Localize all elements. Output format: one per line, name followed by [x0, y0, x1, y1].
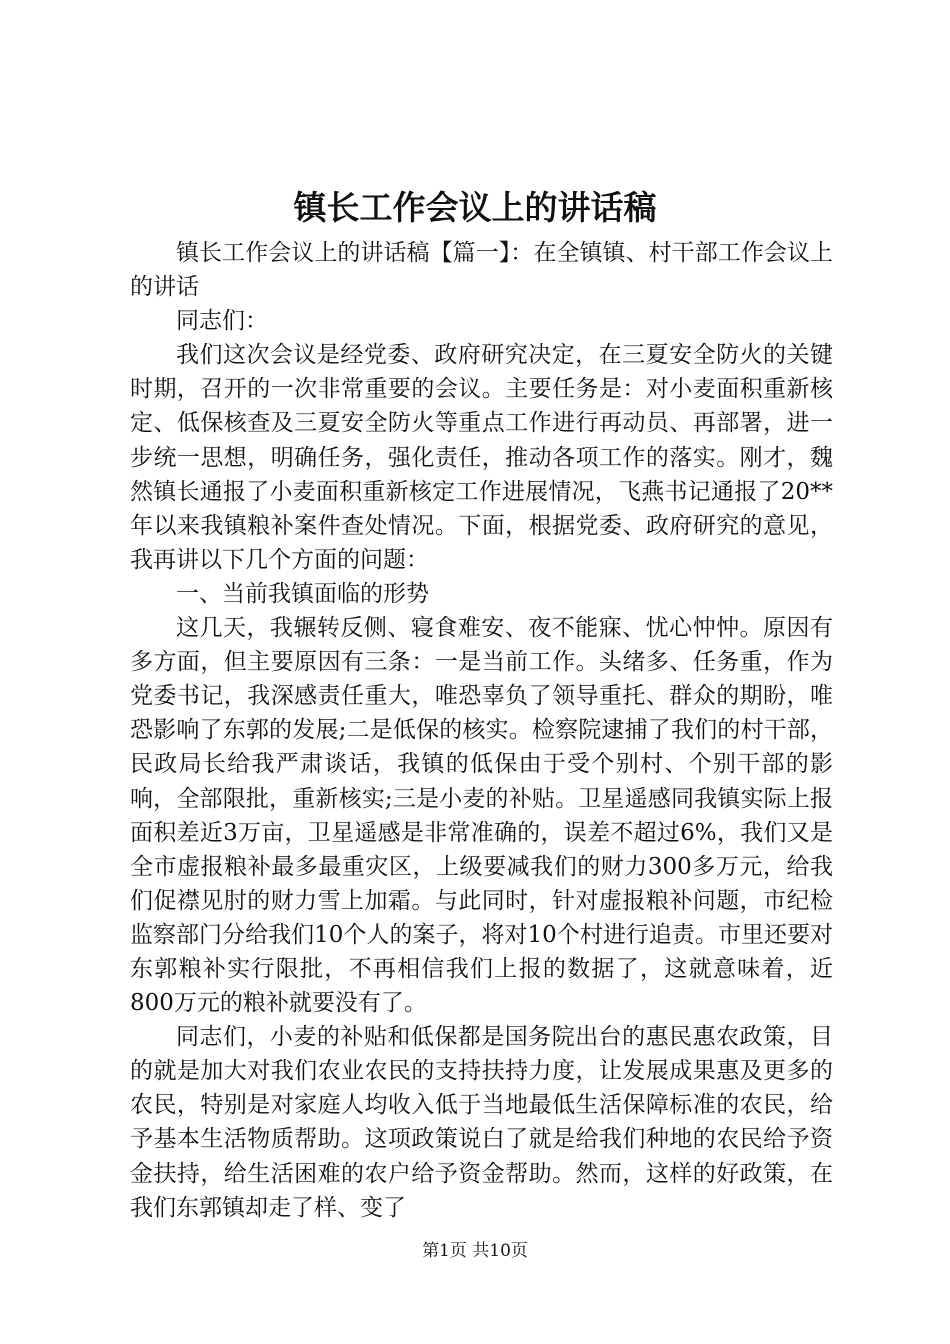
page-number-footer: 第1页 共10页	[422, 1241, 528, 1261]
paragraph-intro: 我们这次会议是经党委、政府研究决定，在三夏安全防火的关键时期，召开的一次非常重要的会议。主要任务是：对小麦面积重新核定、低保核查及三夏安全防火等重点工作进行再动员、再部署，进一步统一思想，明确任务，强化责任，推动各项工作的落实。刚才，魏然镇长通报了小麦面积重新核定工作进展情况，飞燕书记通报了20**年以来我镇粮补案件查处情况。下面，根据党委、政府研究的意见，我再讲以下几个方面的问题：	[130, 342, 833, 573]
paragraph-situation: 这几天，我辗转反侧、寝食难安、夜不能寐、忧心忡忡。原因有多方面，但主要原因有三条：一是当前工作。头绪多、任务重，作为党委书记，我深感责任重大，唯恐辜负了领导重托、群众的期盼，唯恐影响了东郭的发展;二是低保的核实。检察院逮捕了我们的村干部，民政局长给我严肃谈话，我镇的低保由于受个别村、个别干部的影响，全部限批，重新核实;三是小麦的补贴。卫星遥感同我镇实际上报面积差近3万亩，卫星遥感是非常准确的，误差不超过6%，我们又是全市虚报粮补最多最重灾区，上级要减我们的财力300多万元，给我们促襟见肘的财力雪上加霜。与此同时，针对虚报粮补问题，市纪检监察部门分给我们10个人的案子，将对10个村进行追责。市里还要对东郭粮补实行限批，不再相信我们上报的数据了，这就意味着，近800万元的粮补就要没有了。	[130, 615, 833, 1017]
document-title: 镇长工作会议上的讲话稿	[293, 188, 657, 227]
document-body	[130, 236, 833, 1225]
paragraph-salutation: 同志们：	[176, 308, 268, 335]
paragraph-heading-line: 镇长工作会议上的讲话稿【篇一】：在全镇镇、村干部工作会议上的讲话	[130, 240, 833, 301]
section-heading: 一、当前我镇面临的形势	[176, 580, 429, 607]
paragraph-policy: 同志们，小麦的补贴和低保都是国务院出台的惠民惠农政策，目的就是加大对我们农业农民的支持扶持力度，让发展成果惠及更多的农民，特别是对家庭人均收入低于当地最低生活保障标准的农民，给予基本生活物质帮助。这项政策说白了就是给我们种地的农民给予资金扶持，给生活困难的农户给予资金帮助。然而，这样的好政策，在我们东郭镇却走了样、变了	[130, 1024, 833, 1221]
